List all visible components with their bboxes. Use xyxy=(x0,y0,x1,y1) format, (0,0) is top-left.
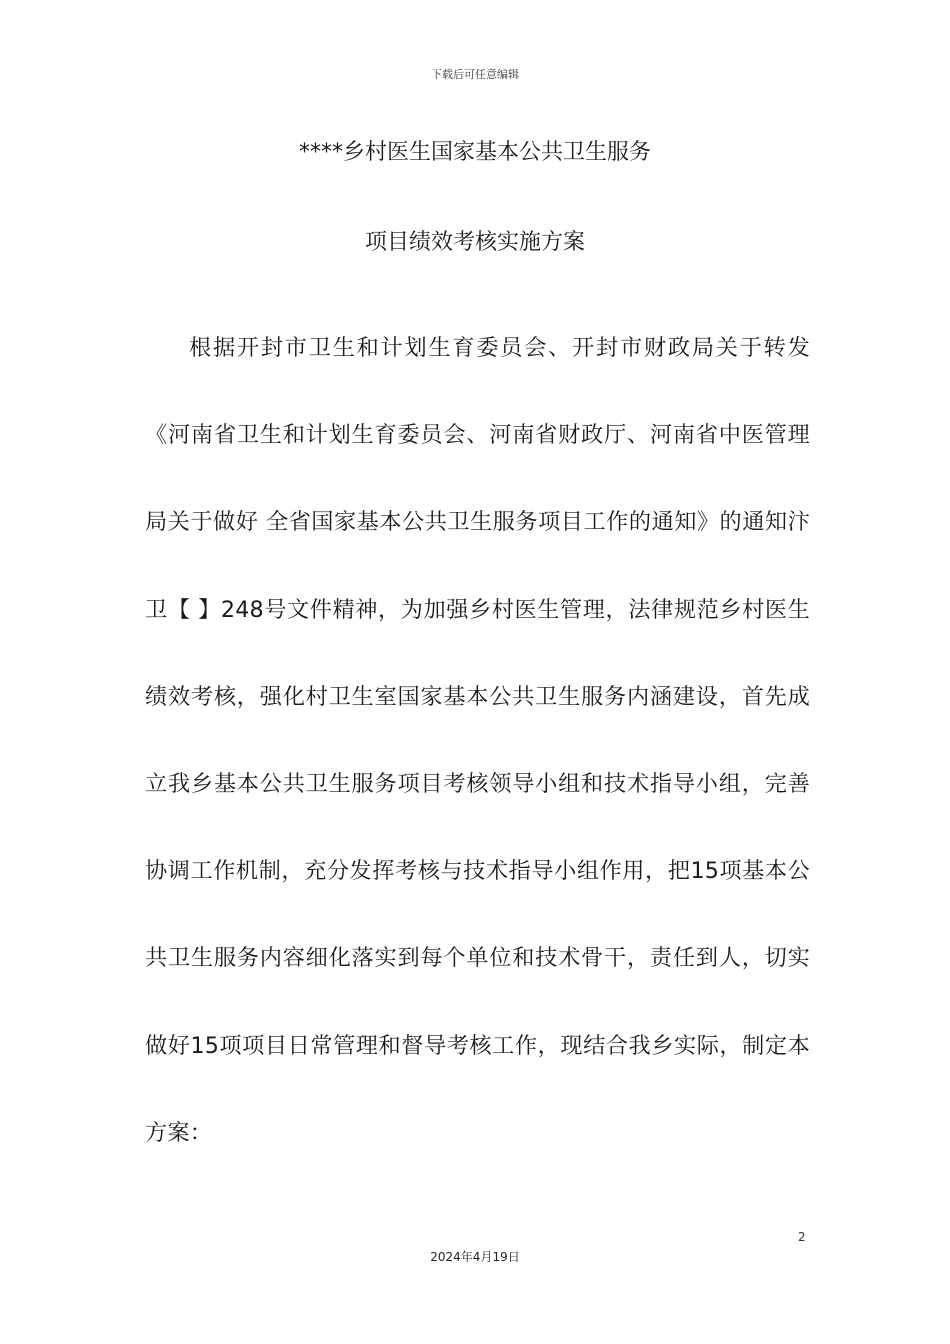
header-note: 下载后可任意编辑 xyxy=(431,68,519,81)
footer-date: 2024年4月19日 xyxy=(430,1250,520,1264)
document-title-line-2: 项目绩效考核实施方案 xyxy=(364,230,585,255)
body-paragraph: 根据开封市卫生和计划生育委员会、开封市财政局关于转发《河南省卫生和计划生育委员会、河南省财政厅、河南省中医管理局关于做好 全省国家基本公共卫生服务项目工作的通知》的通知汴卫【 】248号文件精神，为加强乡村医生管理，法律规范乡村医生绩效考核，强化村卫生室国家基本公共卫生服务内涵建设，首先成立我乡基本公共卫生服务项目考核领导小组和技术指导小组，完善协调工作机制，充分发挥考核与技术指导小组作用，把15项基本公共卫生服务内容细化落实到每个单位和技术骨干，责任到人，切实做好15项项目日常管理和督导考核工作，现结合我乡实际，制定本方案： xyxy=(145,335,810,1146)
page-number: 2 xyxy=(798,1230,806,1244)
document-title-line-1: ****乡村医生国家基本公共卫生服务 xyxy=(298,140,651,165)
